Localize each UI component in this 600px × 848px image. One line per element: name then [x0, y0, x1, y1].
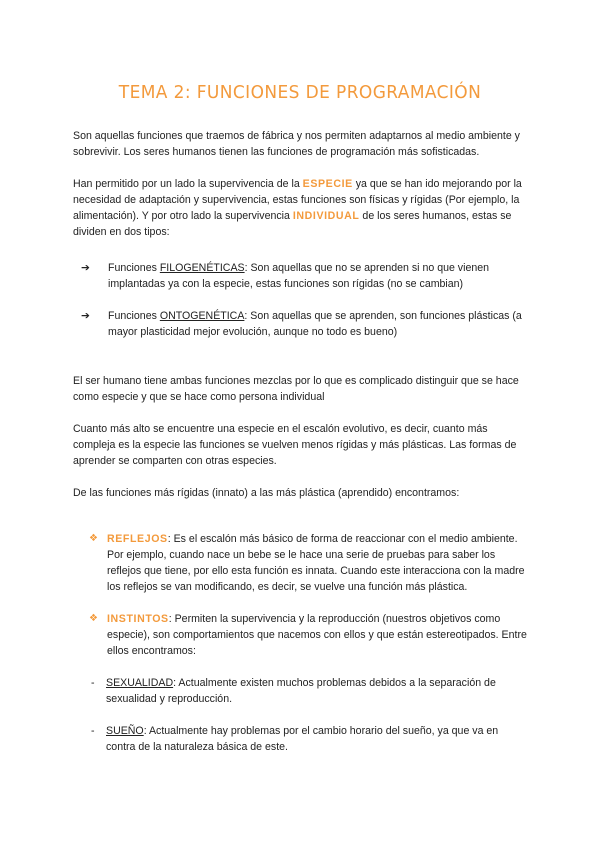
list-item-example: Por ejemplo, cuando nace un bebe se le hace una serie de pruebas para saber los reflejos que tiene, por ello esta función es innata. Cuando este interacciona con la madre los reflejos se van modificando, es decir, se vuelve una función más plástica.	[107, 549, 525, 593]
list-item	[89, 531, 528, 595]
highlight-individual: INDIVIDUAL	[292, 210, 360, 222]
arrow-bullet-icon: ➔	[81, 262, 90, 274]
list-item-prefix: Funciones	[108, 262, 160, 274]
list-item-text: : Son aquellas que se aprenden, son funciones plásticas (a mayor plasticidad mejor evolución, aunque no todo es bueno)	[108, 310, 522, 338]
list-item-text: : Es el escalón más básico de forma de reaccionar con el medio ambiente.	[167, 533, 518, 545]
term-sexualidad: SEXUALIDAD	[106, 677, 174, 689]
intro-paragraph: Son aquellas funciones que traemos de fábrica y nos permiten adaptarnos al medio ambiente y sobrevivir. Los seres humanos tienen las funciones de programación más sofisticadas.	[73, 130, 520, 158]
list-item	[73, 675, 528, 707]
term-filogeneticas: FILOGENÉTICAS	[159, 262, 245, 274]
term-ontogenetica: ONTOGENÉTICA	[159, 310, 245, 322]
rigid-to-plastic-paragraph: De las funciones más rígidas (innato) a las más plástica (aprendido) encontramos:	[73, 487, 460, 499]
list-item-text: : Actualmente hay problemas por el cambio horario del sueño, ya que va en contra de la naturaleza básica de este.	[106, 725, 499, 753]
document-body	[73, 128, 528, 771]
term-instintos: INSTINTOS	[107, 613, 169, 625]
function-types-list	[81, 260, 528, 340]
term-reflejos: REFLEJOS	[107, 533, 168, 545]
both-functions-paragraph: El ser humano tiene ambas funciones mezclas por lo que es complicado distinguir que se hace como especie y que se hace como persona individual	[73, 375, 519, 403]
evolution-scale-paragraph: Cuanto más alto se encuentre una especie en el escalón evolutivo, es decir, cuanto más compleja es la especie las funciones se vuelven menos rígidas y más plásticas. Las formas de aprender se comparten con otras especies.	[73, 423, 517, 467]
diamond-bullet-icon: ❖	[89, 533, 98, 544]
survival-text-2: ya que se han ido mejorando por la necesidad de adaptación y supervivencia, estas funciones son físicas y rígidas (Por ejemplo, la alimentación). Y por otro lado la supervivencia	[73, 178, 522, 222]
list-item-text: : Permiten la supervivencia y la reproducción (nuestros objetivos como especie), son comportamientos que nacemos con ellos y que están estereotipados. Entre ellos encontramos:	[107, 613, 527, 657]
list-item	[73, 723, 528, 755]
list-item-text: : Actualmente existen muchos problemas debidos a la separación de sexualidad y reproducción.	[106, 677, 496, 705]
dash-bullet: -	[91, 677, 95, 689]
list-item	[81, 308, 528, 340]
diamond-bullet-icon: ❖	[89, 613, 98, 624]
survival-text-3: de los seres humanos, estas se dividen en dos tipos:	[73, 210, 512, 238]
functions-list	[89, 531, 528, 659]
term-sueno: SUEÑO	[106, 725, 144, 737]
survival-text-1: Han permitido por un lado la supervivencia de la	[73, 178, 303, 190]
survival-paragraph	[73, 176, 528, 240]
arrow-bullet-icon: ➔	[81, 310, 90, 322]
list-item-text: : Son aquellas que no se aprenden si no que vienen implantadas ya con la especie, estas funciones son rígidas (no se cambian)	[108, 262, 490, 290]
highlight-especie: ESPECIE	[302, 178, 353, 190]
list-item-prefix: Funciones	[108, 310, 160, 322]
instincts-list	[73, 675, 528, 755]
list-item	[81, 260, 528, 292]
list-item	[89, 611, 528, 659]
dash-bullet: -	[91, 725, 95, 737]
page-title: TEMA 2: FUNCIONES DE PROGRAMACIÓN	[118, 82, 482, 104]
